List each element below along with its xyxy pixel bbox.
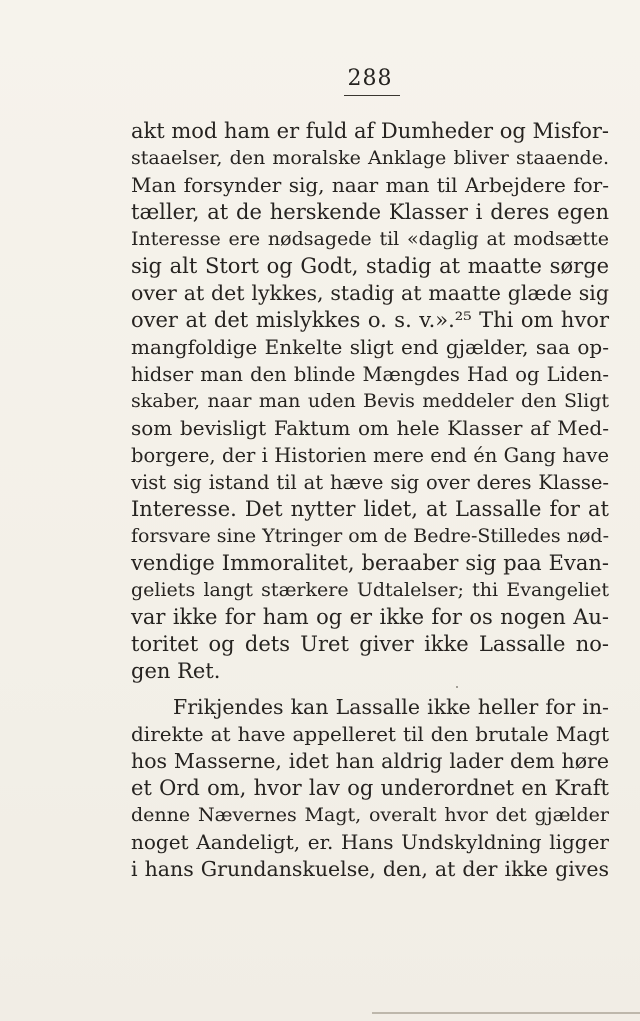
text-line: mangfoldige Enkelte sligt end gjælder, saa op- [131, 335, 609, 359]
text-line: et Ord om, hvor lav og underordnet en Kraft [131, 776, 609, 800]
text-line: gen Ret. [131, 659, 221, 683]
text-line: akt mod ham er fuld af Dumheder og Misfor- [131, 119, 610, 143]
text-line: toritet og dets Uret giver ikke Lassalle no- [131, 632, 609, 656]
text-line: forsvare sine Ytringer om de Bedre-Stilledes nød- [131, 525, 609, 547]
text-line: som bevisligt Faktum om hele Klasser af Med- [131, 416, 609, 440]
text-line: Interesse. Det nytter lidet, at Lassalle for at [131, 497, 609, 521]
text-line: over at det lykkes, stadig at maatte glæde sig [131, 281, 609, 305]
text-line: Interesse ere nødsagede til «daglig at modsætte [131, 228, 609, 250]
text-line: var ikke for ham og er ikke for os nogen Au- [131, 605, 609, 629]
text-line: hos Masserne, idet han aldrig lader dem høre [131, 749, 609, 773]
text-line: vist sig istand til at hæve sig over deres Klasse- [131, 471, 609, 494]
text-line: borgere, der i Historien mere end én Gang have [131, 444, 609, 467]
text-line: denne Nævernes Magt, overalt hvor det gjælder [131, 804, 609, 826]
page-number-rule [344, 95, 400, 96]
text-line: sig alt Stort og Godt, stadig at maatte sørge [131, 254, 609, 278]
text-line: Frikjendes kan Lassalle ikke heller for in- [173, 695, 609, 719]
text-line: staaelser, den moralske Anklage bliver staaende. [131, 147, 609, 169]
text-line: Man forsynder sig, naar man til Arbejdere for- [131, 173, 609, 197]
text-line: hidser man den blinde Mængdes Had og Liden- [131, 363, 609, 386]
text-line: noget Aandeligt, er. Hans Undskyldning ligger [131, 830, 609, 854]
text-line: i hans Grundanskuelse, den, at der ikke gives [131, 857, 609, 881]
text-line: vendige Immoralitet, beraaber sig paa Evan- [131, 551, 609, 575]
page-number: 288 [347, 66, 393, 91]
page-bottom-edge [372, 1012, 640, 1014]
text-line: skaber, naar man uden Bevis meddeler den Sligt [131, 390, 609, 412]
text-line: tæller, at de herskende Klasser i deres egen [131, 200, 609, 224]
paper-speck [456, 686, 458, 688]
text-line: direkte at have appelleret til den brutale Magt [131, 722, 609, 746]
text-line: over at det mislykkes o. s. v.».²⁵ Thi om hvor [131, 308, 609, 332]
text-line: geliets langt stærkere Udtalelser; thi Evangeliet [131, 579, 609, 601]
